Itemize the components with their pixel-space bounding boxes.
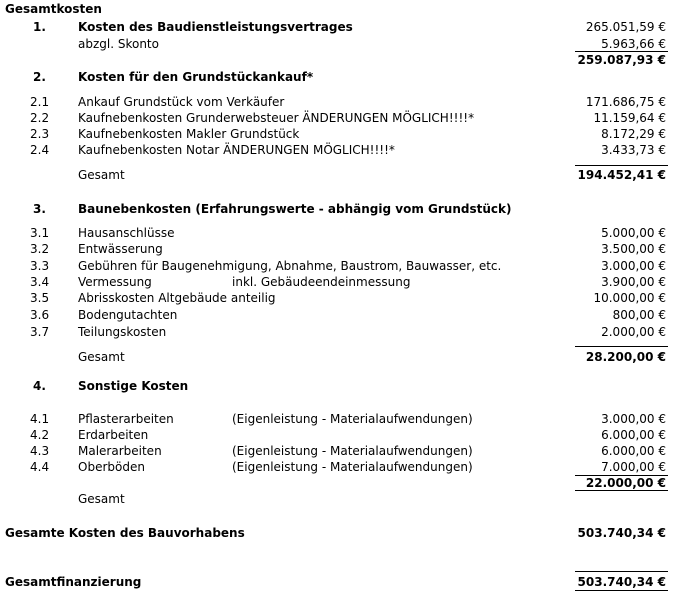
row-3-3-number: 3.3 <box>30 259 50 273</box>
row-4-4-number: 4.4 <box>30 460 50 474</box>
row-3-7-number: 3.7 <box>30 325 50 339</box>
section-2-total-label: Gesamt <box>78 168 125 182</box>
row-3-6-number: 3.6 <box>30 308 50 322</box>
row-3-2-amount: 3.500,00 € <box>601 242 666 256</box>
row-2-2-amount: 11.159,64 € <box>593 111 666 125</box>
row-4-1-label: Pflasterarbeiten <box>78 412 174 426</box>
section-3-title: Baunebenkosten (Erfahrungswerte - abhängig vom Grundstück) <box>78 202 512 216</box>
row-3-4-amount: 3.900,00 € <box>601 275 666 289</box>
row-4-3-number: 4.3 <box>30 444 50 458</box>
row-3-3-label: Gebühren für Baugenehmigung, Abnahme, Baustrom, Bauwasser, etc. <box>78 259 502 273</box>
section-1-title: Kosten des Baudienstleistungsvertrages <box>78 20 353 34</box>
row-3-2-label: Entwässerung <box>78 242 163 256</box>
financing-amount: 503.740,34 € <box>577 575 666 589</box>
row-2-2-number: 2.2 <box>30 111 50 125</box>
row-3-1-label: Hausanschlüsse <box>78 226 175 240</box>
section-1-total-rule <box>575 51 668 52</box>
row-4-2-amount: 6.000,00 € <box>601 428 666 442</box>
row-3-7-amount: 2.000,00 € <box>601 325 666 339</box>
grand-total-label: Gesamte Kosten des Bauvorhabens <box>5 526 245 540</box>
row-2-1-label: Ankauf Grundstück vom Verkäufer <box>78 95 285 109</box>
row-4-4-label: Oberböden <box>78 460 145 474</box>
skonto-amount: 5.963,66 € <box>601 37 666 51</box>
section-1-number: 1. <box>33 20 46 34</box>
row-4-1-amount: 3.000,00 € <box>601 412 666 426</box>
section-4-number: 4. <box>33 379 46 393</box>
sheet-title: Gesamtkosten <box>5 2 102 16</box>
section-4-total-underline <box>575 490 668 491</box>
section-2-title: Kosten für den Grundstückankauf* <box>78 70 314 84</box>
row-4-1-number: 4.1 <box>30 412 50 426</box>
row-4-3-amount: 6.000,00 € <box>601 444 666 458</box>
row-3-1-amount: 5.000,00 € <box>601 226 666 240</box>
row-4-3-note: (Eigenleistung - Materialaufwendungen) <box>232 444 473 458</box>
section-2-total-rule <box>575 165 668 166</box>
row-3-6-label: Bodengutachten <box>78 308 178 322</box>
row-2-1-number: 2.1 <box>30 95 50 109</box>
skonto-label: abzgl. Skonto <box>78 37 159 51</box>
section-1-total: 259.087,93 € <box>577 53 666 67</box>
section-1-amount: 265.051,59 € <box>585 20 666 34</box>
row-3-4-note: inkl. Gebäudeendeinmessung <box>232 275 411 289</box>
row-3-5-label: Abrisskosten Altgebäude anteilig <box>78 291 276 305</box>
section-3-total-label: Gesamt <box>78 350 125 364</box>
section-2-number: 2. <box>33 70 46 84</box>
grand-total-amount: 503.740,34 € <box>577 526 666 540</box>
row-2-2-label: Kaufnebenkosten Grunderwebsteuer ÄNDERUNGEN MÖGLICH!!!!* <box>78 111 475 125</box>
section-3-total: 28.200,00 € <box>585 350 666 364</box>
financing-underline <box>575 590 668 591</box>
financing-label: Gesamtfinanzierung <box>5 575 142 589</box>
section-2-total: 194.452,41 € <box>577 168 666 182</box>
section-3-number: 3. <box>33 202 46 216</box>
row-2-4-amount: 3.433,73 € <box>601 143 666 157</box>
row-2-3-number: 2.3 <box>30 127 50 141</box>
row-3-5-number: 3.5 <box>30 291 50 305</box>
row-4-1-note: (Eigenleistung - Materialaufwendungen) <box>232 412 473 426</box>
row-4-3-label: Malerarbeiten <box>78 444 162 458</box>
section-4-title: Sonstige Kosten <box>78 379 189 393</box>
row-3-4-number: 3.4 <box>30 275 50 289</box>
row-2-4-number: 2.4 <box>30 143 50 157</box>
row-4-2-label: Erdarbeiten <box>78 428 149 442</box>
row-3-3-amount: 3.000,00 € <box>601 259 666 273</box>
financing-rule <box>575 571 668 572</box>
section-4-total-label: Gesamt <box>78 492 125 506</box>
section-4-total: 22.000,00 € <box>585 476 666 490</box>
section-3-total-rule <box>575 346 668 347</box>
row-3-1-number: 3.1 <box>30 226 50 240</box>
row-3-5-amount: 10.000,00 € <box>593 291 666 305</box>
row-2-4-label: Kaufnebenkosten Notar ÄNDERUNGEN MÖGLICH!!!!* <box>78 143 395 157</box>
row-2-3-amount: 8.172,29 € <box>601 127 666 141</box>
row-4-4-amount: 7.000,00 € <box>601 460 666 474</box>
row-3-6-amount: 800,00 € <box>612 308 666 322</box>
row-3-7-label: Teilungskosten <box>78 325 167 339</box>
row-3-2-number: 3.2 <box>30 242 50 256</box>
row-4-2-number: 4.2 <box>30 428 50 442</box>
row-2-1-amount: 171.686,75 € <box>585 95 666 109</box>
row-4-4-note: (Eigenleistung - Materialaufwendungen) <box>232 460 473 474</box>
row-3-4-label: Vermessung <box>78 275 152 289</box>
row-2-3-label: Kaufnebenkosten Makler Grundstück <box>78 127 300 141</box>
